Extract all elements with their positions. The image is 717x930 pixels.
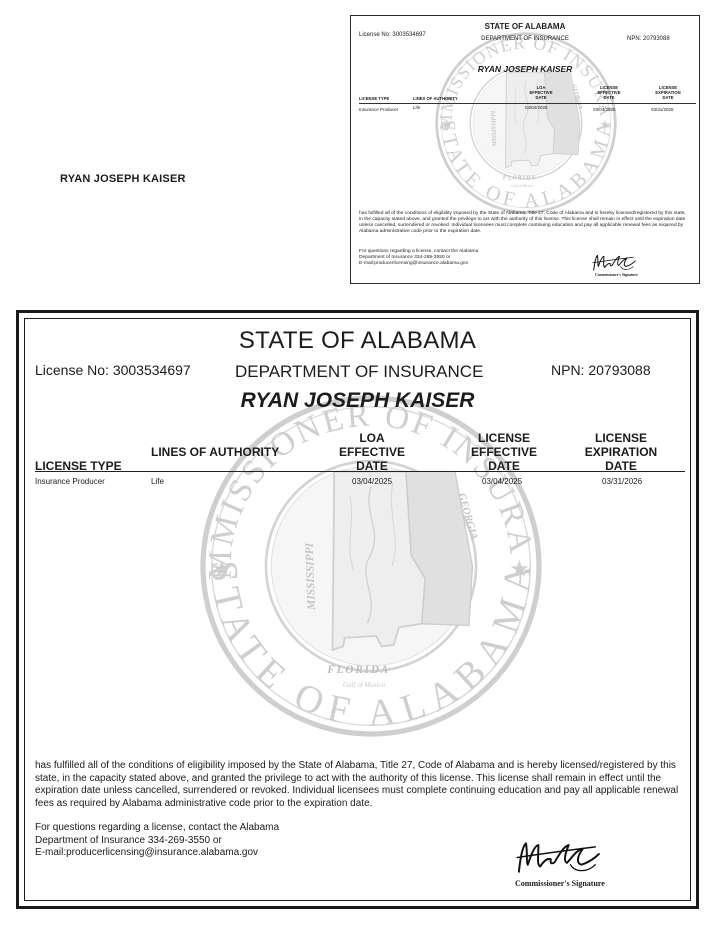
card-cell-license-expiration-date: 03/31/2026: [651, 107, 674, 112]
certificate-inner-border: [24, 318, 691, 901]
seal-watermark: [433, 30, 619, 216]
card-licensee-name: RYAN JOSEPH KAISER: [477, 64, 573, 74]
cell-license-expiration-date: 03/31/2026: [602, 477, 643, 486]
col-license-effective-date: LICENSE EFFECTIVE DATE: [470, 431, 537, 473]
contact-info: [35, 822, 279, 860]
card-header-rule: [359, 103, 696, 104]
col-loa-effective-date: LOA EFFECTIVE DATE: [338, 431, 405, 473]
department-title: DEPARTMENT OF INSURANCE: [235, 362, 484, 381]
card-contact-info: For questions regarding a license, contact the Alabama Department of Insurance 334-269-3550 or E-mail:producerlicensing@insurance.alabama.gov: [359, 249, 479, 266]
card-cell-license-effective-date: 03/04/2025: [593, 107, 616, 112]
state-title: STATE OF ALABAMA: [238, 327, 477, 354]
card-col-license-effective: LICENSE EFFECTIVE DATE: [597, 85, 621, 100]
eligibility-text: has fulfilled all of the conditions of eligibility imposed by the State of Alabama, Title 27, Code of Alabama and is hereby licensed/registered by this state, in the capacity stated above, and granted the privilege to act with the authority of this license. This license shall remain in effect until the expiration date unless cancelled, surrendered or revoked. Individual licensees must complete continuing education and pay all applicable renewal fees as required by Alabama administrative code prior to the expiration date.: [35, 760, 679, 809]
table-header-rule: [35, 471, 685, 472]
license-certificate: [16, 310, 699, 909]
card-signature-caption: Commissioner's Signature: [595, 273, 638, 277]
card-col-license-type: LICENSE TYPE: [359, 96, 390, 101]
cell-license-type: Insurance Producer: [35, 477, 105, 486]
card-cell-loa-effective-date: 03/04/2025: [525, 105, 548, 110]
card-col-license-expiration: LICENSE EXPIRATION DATE: [655, 85, 681, 100]
col-license-expiration-date: LICENSE EXPIRATION DATE: [584, 431, 658, 473]
signature-caption: Commissioner's Signature: [515, 879, 605, 888]
cell-loa-effective-date: 03/04/2025: [352, 477, 393, 486]
license-number: License No: 3003534697: [35, 362, 191, 378]
card-commissioner-signature: [591, 252, 637, 274]
col-lines-of-authority: LINES OF AUTHORITY: [151, 445, 280, 459]
licensee-name: RYAN JOSEPH KAISER: [240, 389, 475, 412]
card-cell-license-type: Insurance Producer: [359, 107, 399, 112]
card-department-title: DEPARTMENT OF INSURANCE: [481, 36, 569, 42]
commissioner-signature: [513, 838, 603, 878]
contact-line: Department of Insurance 334-269-3550 or: [35, 834, 222, 846]
cell-line-of-authority: Life: [151, 477, 164, 486]
cell-license-effective-date: 03/04/2025: [482, 477, 523, 486]
card-npn-number: NPN: 20793088: [627, 36, 670, 42]
card-col-lines-of-authority: LINES OF AUTHORITY: [413, 96, 458, 101]
npn-number: NPN: 20793088: [551, 362, 651, 378]
contact-line: For questions regarding a license, contact the Alabama: [35, 822, 280, 833]
card-eligibility-text: has fulfilled all of the conditions of eligibility imposed by the State of Alabama, Title 27, Code of Alabama and is hereby licensed/registered by this state, in the capacity stated above, and granted the privilege to act with the authority of this license. This license shall remain in effect until the expiration date unless cancelled, surrendered or revoked. Individual licensees must complete continuing education and pay all applicable renewal fees as required by Alabama administrative code prior to the expiration date.: [359, 211, 686, 234]
card-col-loa-effective: LOA EFFECTIVE DATE: [529, 85, 553, 100]
wallet-license-card: [350, 15, 700, 284]
card-state-title: STATE OF ALABAMA: [484, 22, 566, 31]
licensee-name-label: RYAN JOSEPH KAISER: [60, 173, 186, 185]
card-cell-line-of-authority: Life: [413, 105, 421, 110]
col-license-type: LICENSE TYPE: [35, 459, 122, 473]
contact-email: E-mail:producerlicensing@insurance.alabama.gov: [35, 847, 259, 858]
card-license-number: License No: 3003534697: [359, 32, 426, 38]
